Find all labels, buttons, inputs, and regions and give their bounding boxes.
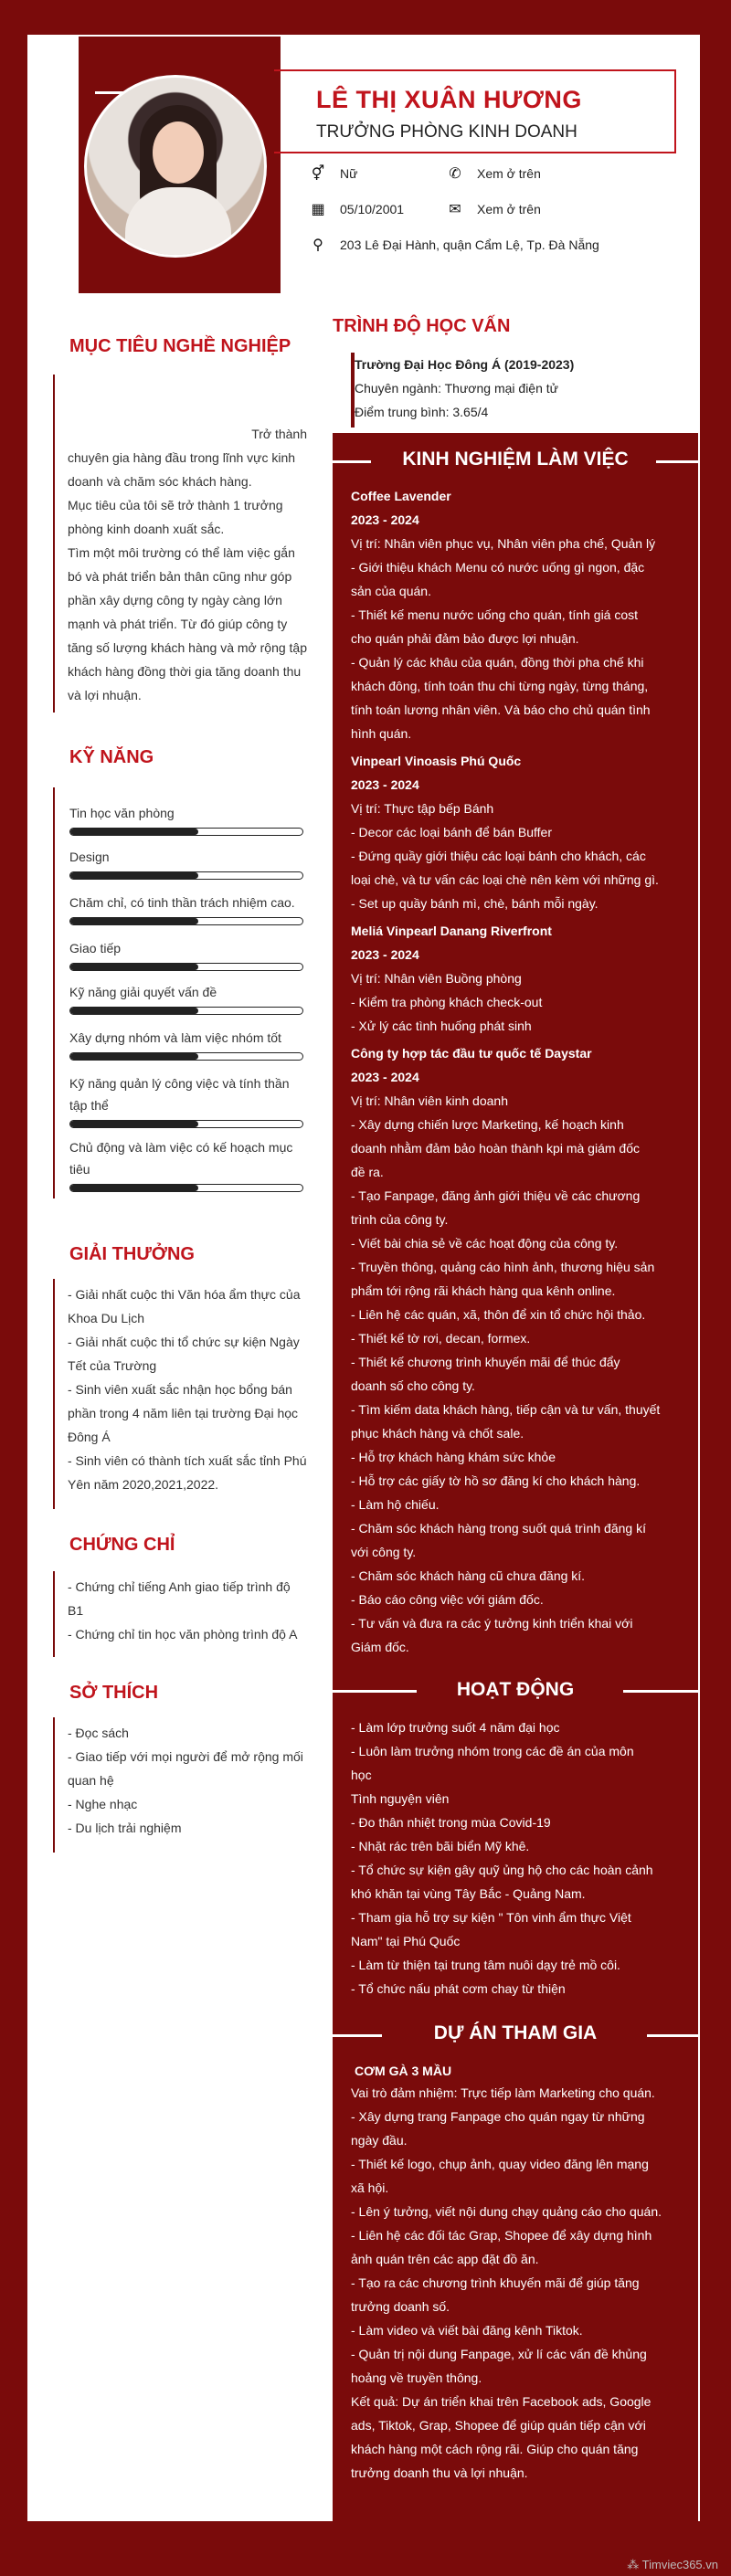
project-line: trưởng doanh thu và lợi nhuận. — [351, 2465, 528, 2480]
experience-line: khách đông, tính toán thu chi từng ngày, từng tháng, — [351, 679, 649, 693]
experience-line: - Chăm sóc khách hàng cũ chưa đăng kí. — [351, 1568, 586, 1583]
awards-rule — [53, 1279, 55, 1509]
skills-rule — [53, 787, 55, 1198]
phone-value: Xem ở trên — [477, 166, 541, 181]
experience-line: - Thiết kế menu nước uống cho quán, tính giá cost — [351, 607, 639, 622]
experience-line: Vị trí: Thực tập bếp Bánh — [351, 801, 494, 816]
activity-line: Tình nguyện viên — [351, 1791, 450, 1806]
objective-line: bó và phát triển bản thân cũng như góp — [68, 569, 292, 584]
skills-heading: KỸ NĂNG — [69, 747, 154, 767]
experience-line: - Decor các loại bánh để bán Buffer — [351, 825, 552, 839]
education-major: Chuyên ngành: Thương mại điện tử — [355, 381, 559, 396]
skill-bar-fill — [70, 1053, 198, 1060]
activity-line: Nam" tại Phú Quốc — [351, 1934, 461, 1948]
skill-bar — [69, 871, 303, 880]
objective-line: Trở thành — [251, 427, 307, 441]
education-gpa: Điểm trung bình: 3.65/4 — [355, 405, 489, 419]
award-line: - Sinh viên có thành tích xuất sắc tỉnh Phú — [68, 1453, 307, 1468]
skill-label: Tin học văn phòng — [69, 806, 175, 820]
gender-row — [309, 164, 357, 183]
location-pin-icon: ⚲ — [313, 238, 323, 253]
project-line: - Xây dựng trang Fanpage cho quán ngay từ những — [351, 2109, 645, 2124]
skill-bar — [69, 963, 303, 971]
hobby-line: quan hệ — [68, 1773, 114, 1788]
experience-line: - Tìm kiếm data khách hàng, tiếp cận và tư vấn, thuyết — [351, 1402, 661, 1417]
objective-line: khách hàng đồng thời gia tăng doanh thu — [68, 664, 302, 679]
skill-bar-fill — [70, 1185, 198, 1191]
experience-line: tính toán lương nhân viên. Và báo cho chủ quán tình — [351, 702, 651, 717]
objective-rule — [53, 375, 55, 713]
project-line: ngày đầu. — [351, 2133, 408, 2148]
candidate-title: TRƯỞNG PHÒNG KINH DOANH — [316, 122, 577, 142]
cert-line: B1 — [68, 1603, 84, 1618]
dob-row — [309, 200, 404, 218]
skill-label: Chăm chỉ, có tinh thần trách nhiệm cao. — [69, 895, 295, 910]
experience-line: doanh số cho công ty. — [351, 1378, 475, 1393]
activities-heading: HOẠT ĐỘNG — [456, 1679, 575, 1700]
project-line: - Quản trị nội dung Fanpage, xử lí các vấn đề khủng — [351, 2347, 647, 2361]
objective-line: chuyên gia hàng đầu trong lĩnh vực kinh — [68, 450, 296, 465]
skill-bar — [69, 917, 303, 925]
project-line: Kết quả: Dự án triển khai trên Facebook ads, Google — [351, 2394, 652, 2409]
objective-line: tăng số lượng khách hàng và mở rộng tập — [68, 640, 308, 655]
project-line: - Thiết kế logo, chụp ảnh, quay video đăng lên mạng — [351, 2157, 649, 2171]
experience-period: 2023 - 2024 — [351, 947, 419, 962]
hobby-line: - Đọc sách — [68, 1726, 129, 1740]
skill-item — [69, 937, 303, 971]
activity-line: - Tổ chức nấu phát cơm chay từ thiện — [351, 1981, 566, 1996]
experience-heading: KINH NGHIỆM LÀM VIỆC — [402, 449, 629, 470]
project-line: trưởng doanh số. — [351, 2299, 450, 2314]
experience-line: - Set up quầy bánh mì, chè, bánh mỗi ngày. — [351, 896, 599, 911]
experience-line: - Xây dựng chiến lược Marketing, kế hoạch kinh — [351, 1117, 624, 1132]
skill-label: Giao tiếp — [69, 941, 122, 955]
experience-line: phẩm tới rộng rãi khách hàng qua kênh online. — [351, 1283, 616, 1298]
certs-text — [68, 1575, 307, 1646]
certs-rule — [53, 1571, 55, 1657]
experience-line: - Quản lý các khâu của quán, đồng thời pha chế khi — [351, 655, 644, 670]
watermark: ⁂ Timviec365.vn — [627, 2558, 718, 2571]
award-line: Tết của Trường — [68, 1358, 157, 1373]
hobbies-rule — [53, 1717, 55, 1853]
skill-item — [69, 802, 303, 836]
project-line: khách hàng một cách rộng rãi. Giúp cho quán tăng — [351, 2442, 639, 2456]
skill-bar-fill — [70, 829, 198, 835]
experience-line: loại chè, và tư vấn các loại chè nên kèm với những gì. — [351, 872, 659, 887]
objective-line: doanh và chăm sóc khách hàng. — [68, 474, 252, 489]
award-line: phần trong 4 năm liên tại trường Đại học — [68, 1406, 299, 1420]
experience-entry — [351, 749, 683, 915]
objective-line: Mục tiêu của tôi sẽ trở thành 1 trưởng — [68, 498, 283, 512]
activity-line: - Tổ chức sự kiện gây quỹ ủng hộ cho các hoàn cảnh — [351, 1863, 653, 1877]
experience-period: 2023 - 2024 — [351, 777, 419, 792]
project-line: hoảng về truyền thông. — [351, 2370, 482, 2385]
experience-company: Coffee Lavender — [351, 489, 451, 503]
experience-company: Meliá Vinpearl Danang Riverfront — [351, 924, 552, 938]
skill-bar-fill — [70, 918, 198, 924]
hobby-line: - Du lịch trải nghiệm — [68, 1821, 182, 1835]
experience-entry — [351, 919, 683, 1038]
activity-line: - Nhặt rác trên bãi biển Mỹ khê. — [351, 1839, 530, 1853]
skill-bar — [69, 828, 303, 836]
cert-line: - Chứng chỉ tin học văn phòng trình độ A — [68, 1627, 298, 1642]
experience-line: - Giới thiệu khách Menu có nước uống gì ngon, đặc — [351, 560, 645, 575]
email-value: Xem ở trên — [477, 202, 541, 216]
activity-line: - Luôn làm trưởng nhóm trong các đề án của môn — [351, 1744, 634, 1758]
experience-entry — [351, 1041, 683, 1659]
experience-line: cho quán phải đảm bảo được lợi nhuận. — [351, 631, 579, 646]
experience-line: - Viết bài chia sẻ về các hoạt động của công ty. — [351, 1236, 619, 1251]
project-line: - Làm video và viết bài đăng kênh Tiktok. — [351, 2323, 583, 2338]
award-line: - Giải nhất cuộc thi Văn hóa ẩm thực của — [68, 1287, 301, 1302]
objective-line: phòng kinh doanh xuất sắc. — [68, 522, 225, 536]
gender-value: Nữ — [340, 166, 358, 181]
objective-heading: MỤC TIÊU NGHỀ NGHIỆP — [69, 336, 291, 356]
objective-line: mạnh và phát triển. Từ đó giúp công ty — [68, 617, 288, 631]
skill-bar — [69, 1007, 303, 1015]
experience-line: với công ty. — [351, 1545, 417, 1559]
award-line: Yên năm 2020,2021,2022. — [68, 1477, 219, 1492]
experience-line: Vị trí: Nhân viên phục vụ, Nhân viên pha chế, Quản lý — [351, 536, 656, 551]
project-line: Vai trò đảm nhiệm: Trực tiếp làm Marketing cho quán. — [351, 2085, 655, 2100]
skill-bar-fill — [70, 964, 198, 970]
experience-line: - Chăm sóc khách hàng trong suốt quá trình đăng kí — [351, 1521, 646, 1536]
award-line: Đông Á — [68, 1430, 111, 1444]
experience-line: - Tư vấn và đưa ra các ý tưởng kinh triển khai với — [351, 1616, 633, 1631]
experience-line: - Kiểm tra phòng khách check-out — [351, 995, 543, 1009]
phone-icon: ✆ — [449, 166, 461, 182]
experience-entry — [351, 484, 683, 745]
email-row — [446, 200, 541, 218]
project-line: - Lên ý tưởng, viết nội dung chạy quảng cáo cho quán. — [351, 2204, 662, 2219]
experience-line: hình quán. — [351, 726, 412, 741]
address-row — [309, 236, 599, 254]
experience-period: 2023 - 2024 — [351, 512, 419, 527]
project-line: - Liên hệ các đối tác Grap, Shopee để xây dựng hình — [351, 2228, 652, 2243]
experience-line: trình của công ty. — [351, 1212, 449, 1227]
skill-bar — [69, 1184, 303, 1192]
education-heading: TRÌNH ĐỘ HỌC VẤN — [333, 316, 511, 336]
skill-item — [69, 981, 303, 1015]
award-line: Khoa Du Lịch — [68, 1311, 145, 1325]
skill-label: Xây dựng nhóm và làm việc nhóm tốt — [69, 1030, 281, 1045]
activity-line: - Làm từ thiện tại trung tâm nuôi dạy trẻ mồ côi. — [351, 1958, 620, 1972]
skill-item — [69, 846, 303, 880]
experience-line: - Hỗ trợ các giấy tờ hồ sơ đăng kí cho khách hàng. — [351, 1473, 641, 1488]
objective-line: và lợi nhuận. — [68, 688, 142, 702]
certs-heading: CHỨNG CHỈ — [69, 1535, 175, 1555]
candidate-name: LÊ THỊ XUÂN HƯƠNG — [316, 86, 582, 113]
skill-label: Kỹ năng quản lý công việc và tính thần tập thể — [69, 1076, 290, 1113]
skill-bar — [69, 1052, 303, 1061]
hobby-line: - Giao tiếp với mọi người để mở rộng mối — [68, 1749, 303, 1764]
skill-item — [69, 1136, 303, 1192]
award-line: - Giải nhất cuộc thi tổ chức sự kiện Ngày — [68, 1335, 300, 1349]
project-name: CƠM GÀ 3 MẦU — [355, 2064, 452, 2078]
awards-text — [68, 1283, 307, 1496]
experience-line: doanh nhằm đảm bảo hoàn thành kpi mà giám đốc — [351, 1141, 640, 1156]
activity-line: học — [351, 1768, 372, 1782]
skill-label: Chủ động và làm việc có kế hoạch mục tiêu — [69, 1140, 293, 1177]
experience-line: - Hỗ trợ khách hàng khám sức khỏe — [351, 1450, 556, 1464]
activities-list — [351, 1716, 683, 2001]
experience-line: phục khách hàng và chốt sale. — [351, 1426, 524, 1441]
project-line: ảnh quán trên các app đặt đồ ăn. — [351, 2252, 539, 2266]
skill-bar-fill — [70, 872, 198, 879]
experience-line: - Liên hệ các quán, xã, thôn để xin tổ chức hội thảo. — [351, 1307, 646, 1322]
experience-line: đề ra. — [351, 1165, 384, 1179]
skill-item — [69, 1072, 303, 1128]
gender-icon: ⚥ — [311, 166, 325, 182]
hobbies-heading: SỞ THÍCH — [69, 1683, 159, 1703]
skill-bar-fill — [70, 1008, 198, 1014]
skill-label: Design — [69, 850, 110, 864]
award-line: - Sinh viên xuất sắc nhận học bổng bán — [68, 1382, 292, 1397]
experience-line: - Đứng quầy giới thiệu các loại bánh cho khách, các — [351, 849, 646, 863]
experience-line: - Thiết kế chương trình khuyến mãi để thúc đẩy — [351, 1355, 620, 1369]
activity-line: - Làm lớp trưởng suốt 4 năm đại học — [351, 1720, 560, 1735]
objective-text — [68, 422, 307, 707]
calendar-icon: ▦ — [311, 202, 325, 217]
project-line: ads, Tiktok, Grap, Shopee để giúp quán tiếp cận với — [351, 2418, 646, 2433]
avatar — [84, 75, 267, 258]
address-value: 203 Lê Đại Hành, quận Cẩm Lệ, Tp. Đà Nẵng — [340, 238, 599, 252]
activity-line: - Tham gia hỗ trợ sự kiện " Tôn vinh ẩm thực Việt — [351, 1910, 631, 1925]
project-line: - Tạo ra các chương trình khuyến mãi để giúp tăng — [351, 2275, 640, 2290]
skill-item — [69, 892, 303, 925]
phone-row — [446, 164, 541, 183]
experience-line: sản của quán. — [351, 584, 431, 598]
cert-line: - Chứng chỉ tiếng Anh giao tiếp trình độ — [68, 1579, 291, 1594]
activity-line: - Đo thân nhiệt trong mùa Covid-19 — [351, 1815, 551, 1830]
experience-line: Vị trí: Nhân viên Buồng phòng — [351, 971, 522, 986]
email-icon: ✉ — [449, 202, 461, 217]
experience-company: Vinpearl Vinoasis Phú Quốc — [351, 754, 522, 768]
hobbies-text — [68, 1721, 307, 1840]
experience-company: Công ty hợp tác đầu tư quốc tế Daystar — [351, 1046, 592, 1061]
experience-line: - Báo cáo công việc với giám đốc. — [351, 1592, 544, 1607]
dob-value: 05/10/2001 — [340, 202, 405, 216]
skill-label: Kỹ năng giải quyết vấn đề — [69, 985, 217, 999]
education-school: Trường Đại Học Đông Á (2019-2023) — [355, 357, 575, 372]
education-block — [351, 353, 680, 424]
projects-heading: DỰ ÁN THAM GIA — [433, 2022, 598, 2043]
skill-bar-fill — [70, 1121, 198, 1127]
project-line: xã hội. — [351, 2180, 389, 2195]
experience-line: - Tạo Fanpage, đăng ảnh giới thiệu về các chương — [351, 1188, 641, 1203]
experience-list — [351, 484, 683, 1663]
hobby-line: - Nghe nhạc — [68, 1797, 138, 1811]
skill-item — [69, 1027, 303, 1061]
experience-line: - Làm hộ chiếu. — [351, 1497, 440, 1512]
experience-line: Vị trí: Nhân viên kinh doanh — [351, 1093, 508, 1108]
awards-heading: GIẢI THƯỞNG — [69, 1244, 195, 1264]
experience-line: Giám đốc. — [351, 1640, 409, 1654]
activity-line: khó khăn tại vùng Tây Bắc - Quảng Nam. — [351, 1886, 586, 1901]
experience-period: 2023 - 2024 — [351, 1070, 419, 1084]
objective-line: Tìm một môi trường có thể làm việc gắn — [68, 545, 295, 560]
project-details — [351, 2081, 683, 2485]
skill-bar — [69, 1120, 303, 1128]
experience-line: - Xử lý các tình huống phát sinh — [351, 1019, 532, 1033]
experience-line: - Thiết kế tờ rơi, decan, formex. — [351, 1331, 531, 1346]
experience-line: - Truyền thông, quảng cáo hình ảnh, thương hiệu sản — [351, 1260, 655, 1274]
objective-line: phần xây dựng công ty ngày càng lớn — [68, 593, 282, 607]
